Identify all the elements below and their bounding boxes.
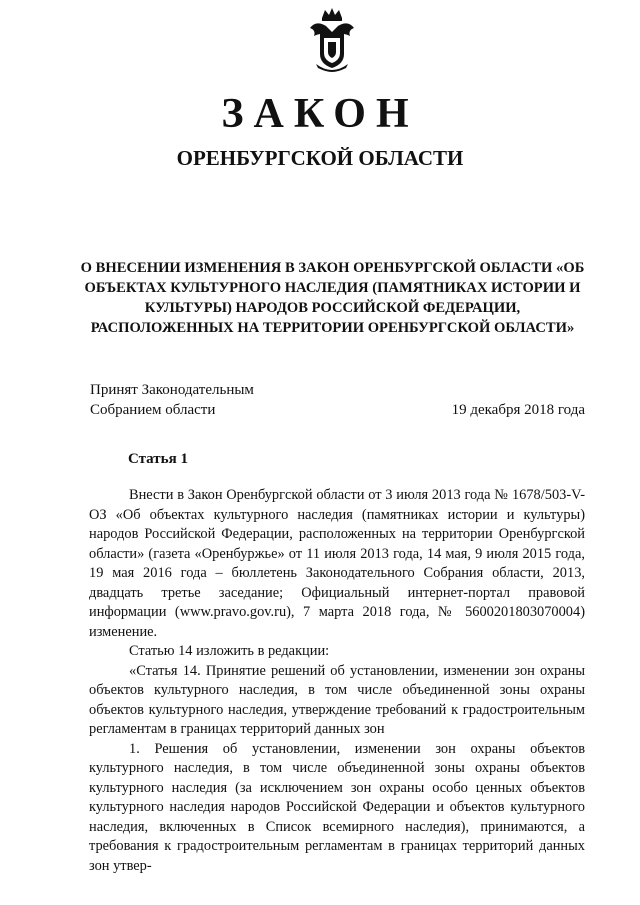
article-paragraph-4: 1. Решения об установлении, изменении зон охраны объектов культурного наследия, в том числе объединенной зоны охраны объектов культурного наследия (за исключением зон охраны особо ценных объектов культурного наследия народов Российской Федерации и объектов культурного наследия, включенных в Список всемирного наследия), принимаются, а требования к градостроительным регламентам в границах территорий данных зон утвер- (89, 740, 585, 874)
article-body (89, 486, 585, 876)
article-paragraph-2: Статью 14 изложить в редакции: (129, 643, 330, 659)
law-heading: О ВНЕСЕНИИ ИЗМЕНЕНИЯ В ЗАКОН ОРЕНБУРГСКОЙ ОБЛАСТИ «ОБ ОБЪЕКТАХ КУЛЬТУРНОГО НАСЛЕДИЯ (ПАМЯТНИКАХ ИСТОРИИ И КУЛЬТУРЫ) НАРОДОВ РОССИЙСКОЙ ФЕДЕРАЦИИ, РАСПОЛОЖЕННЫХ НА ТЕРРИТОРИИ ОРЕНБУРГСКОЙ ОБЛАСТИ» (80, 260, 585, 336)
adoption-body (90, 380, 254, 420)
law-subtitle: ОРЕНБУРГСКОЙ ОБЛАСТИ (176, 146, 464, 170)
law-title: ЗАКОН (221, 91, 419, 137)
adoption-line-1: Принят Законодательным (90, 382, 254, 398)
coat-of-arms-icon (308, 6, 356, 72)
adoption-line-2: Собранием области (90, 402, 216, 418)
article-title: Статья 1 (128, 451, 188, 467)
adoption-date: 19 декабря 2018 года (451, 402, 585, 418)
article-paragraph-1: Внести в Закон Оренбургской области от 3 июля 2013 года № 1678/503-V-ОЗ «Об объектах культурного наследия (памятниках истории и культуры) народов Российской Федерации, расположенных на территории Оренбургской области» (газета «Оренбуржье» от 11 июля 2013 года, 14 мая, 9 июля 2015 года, 19 мая 2016 года – бюллетень Законодательного Собрания области, 2013, двадцать третье заседание; Официальный интернет-портал правовой информации (www.pravo.gov.ru), 7 марта 2018 года, № 5600201803070004) изменение. (89, 487, 585, 640)
article-paragraph-3: «Статья 14. Принятие решений об установлении, изменении зон охраны объектов культурного наследия, в том числе объединенной зоны охраны объектов культурного наследия, утверждение требований к градостроительным регламентам в границах территорий данных зон (89, 662, 585, 737)
